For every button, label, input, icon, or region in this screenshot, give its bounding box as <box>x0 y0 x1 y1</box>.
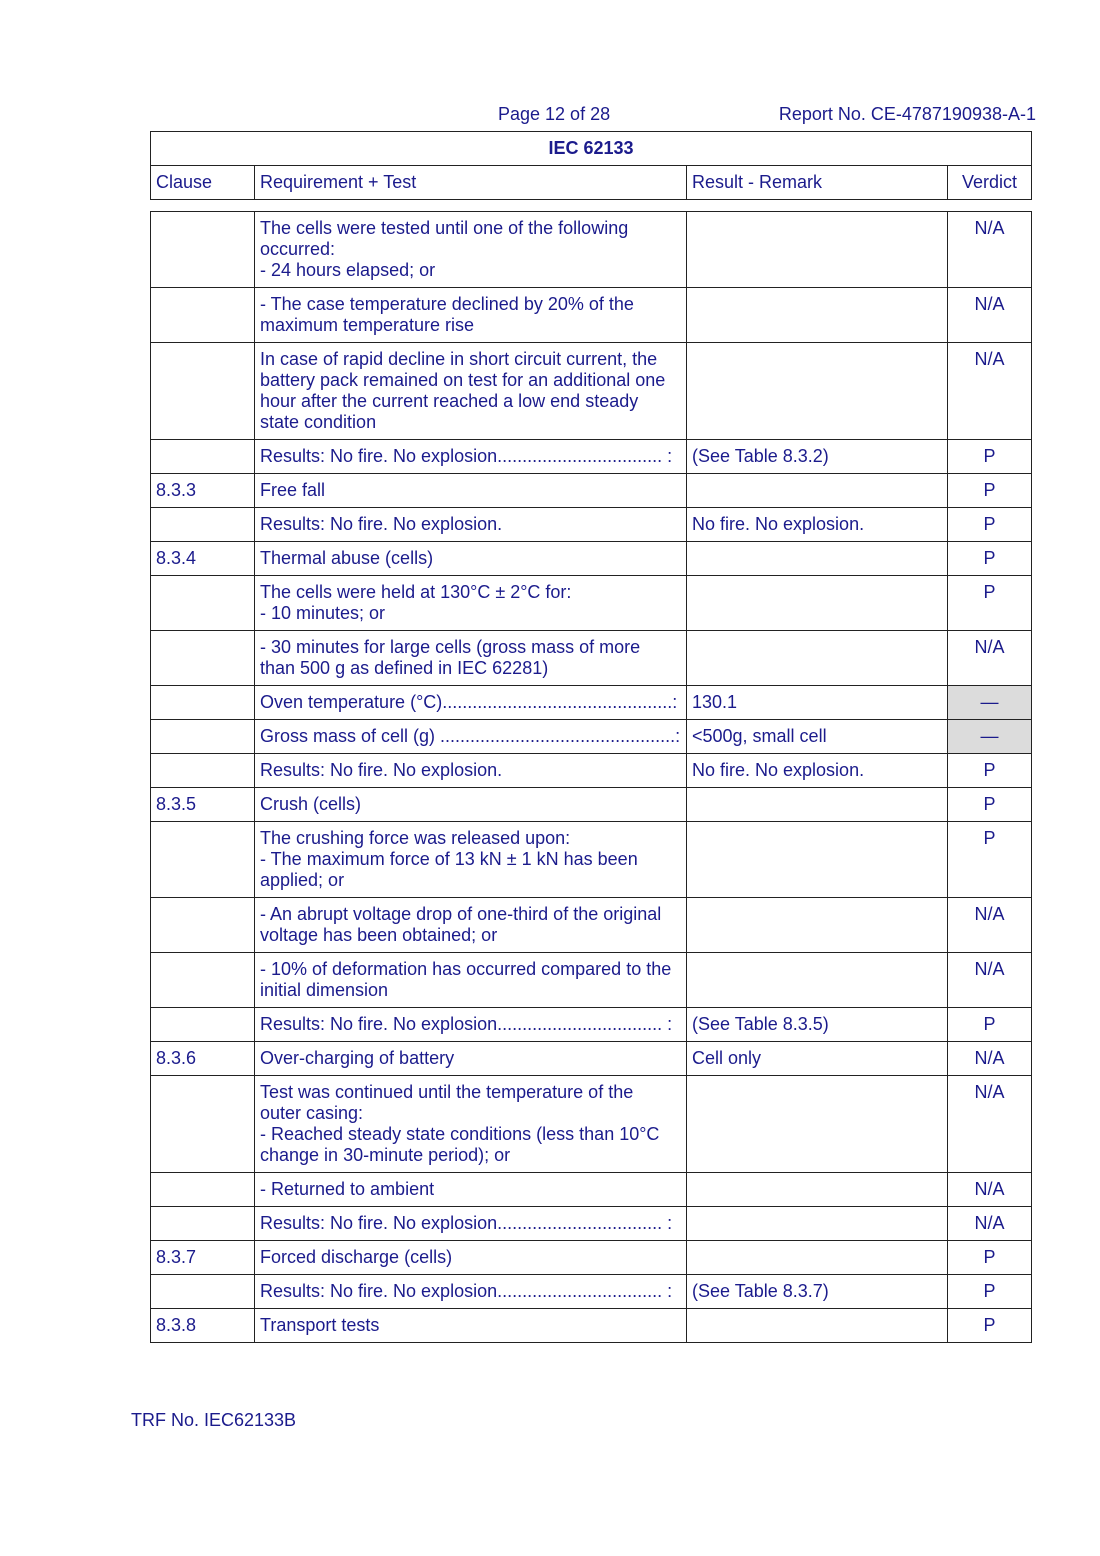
table-row <box>151 754 1032 788</box>
result-cell <box>687 474 948 508</box>
clause-cell <box>151 576 255 631</box>
verdict-cell: N/A <box>948 288 1032 343</box>
result-cell: No fire. No explosion. <box>687 754 948 788</box>
verdict-cell: — <box>948 686 1032 720</box>
table-row <box>151 1309 1032 1343</box>
page-number: Page 12 of 28 <box>498 104 611 124</box>
requirement-cell: Results: No fire. No explosion. <box>255 754 687 788</box>
requirement-cell: Crush (cells) <box>255 788 687 822</box>
report-number: Report No. CE-4787190938-A-1 <box>778 104 1036 124</box>
clause-cell: 8.3.3 <box>151 474 255 508</box>
clause-cell <box>151 508 255 542</box>
requirement-cell: Results: No fire. No explosion. <box>255 508 687 542</box>
requirement-cell: - 30 minutes for large cells (gross mass of more than 500 g as defined in IEC 62281) <box>255 631 687 686</box>
clause-cell <box>151 953 255 1008</box>
verdict-cell: N/A <box>948 1173 1032 1207</box>
verdict-cell: P <box>948 474 1032 508</box>
clause-cell <box>151 822 255 898</box>
standard-title: IEC 62133 <box>151 132 1032 166</box>
requirement-cell: - The case temperature declined by 20% of the maximum temperature rise <box>255 288 687 343</box>
requirement-cell: Transport tests <box>255 1309 687 1343</box>
table-row <box>151 1173 1032 1207</box>
verdict-cell: — <box>948 720 1032 754</box>
clause-cell <box>151 1207 255 1241</box>
column-header-result: Result - Remark <box>687 166 948 200</box>
requirements-table <box>150 211 1032 1343</box>
verdict-cell: N/A <box>948 1076 1032 1173</box>
trf-number: TRF No. IEC62133B <box>131 1410 297 1430</box>
result-cell <box>687 822 948 898</box>
requirement-cell: Forced discharge (cells) <box>255 1241 687 1275</box>
result-cell <box>687 631 948 686</box>
table-row <box>151 1207 1032 1241</box>
verdict-cell: N/A <box>948 1042 1032 1076</box>
table-row <box>151 1241 1032 1275</box>
column-header-clause: Clause <box>151 166 255 200</box>
clause-cell <box>151 898 255 953</box>
table-row <box>151 343 1032 440</box>
result-cell: (See Table 8.3.7) <box>687 1275 948 1309</box>
verdict-cell: P <box>948 1008 1032 1042</box>
verdict-cell: N/A <box>948 1207 1032 1241</box>
verdict-cell: N/A <box>948 953 1032 1008</box>
clause-cell: 8.3.7 <box>151 1241 255 1275</box>
table-row <box>151 542 1032 576</box>
result-cell <box>687 212 948 288</box>
clause-cell <box>151 686 255 720</box>
verdict-cell: N/A <box>948 631 1032 686</box>
page-header <box>0 104 1100 128</box>
requirement-cell: Results: No fire. No explosion................................. : <box>255 1207 687 1241</box>
result-cell: 130.1 <box>687 686 948 720</box>
table-row <box>151 686 1032 720</box>
requirement-cell: Over-charging of battery <box>255 1042 687 1076</box>
result-cell <box>687 898 948 953</box>
requirement-cell: Free fall <box>255 474 687 508</box>
clause-cell <box>151 631 255 686</box>
result-cell <box>687 788 948 822</box>
column-header-verdict: Verdict <box>948 166 1032 200</box>
requirement-cell: Oven temperature (°C)..............................................: <box>255 686 687 720</box>
clause-cell: 8.3.5 <box>151 788 255 822</box>
table-row <box>151 576 1032 631</box>
result-cell <box>687 1241 948 1275</box>
verdict-cell: P <box>948 542 1032 576</box>
column-header-requirement: Requirement + Test <box>255 166 687 200</box>
clause-cell <box>151 212 255 288</box>
result-cell <box>687 1173 948 1207</box>
table-row <box>151 898 1032 953</box>
clause-cell <box>151 1173 255 1207</box>
table-row <box>151 474 1032 508</box>
table-row <box>151 1275 1032 1309</box>
verdict-cell: P <box>948 576 1032 631</box>
table-row <box>151 1042 1032 1076</box>
result-cell <box>687 1076 948 1173</box>
table-row <box>151 212 1032 288</box>
result-cell: No fire. No explosion. <box>687 508 948 542</box>
result-cell <box>687 1309 948 1343</box>
result-cell <box>687 953 948 1008</box>
requirement-cell: The cells were held at 130°C ± 2°C for: - 10 minutes; or <box>255 576 687 631</box>
requirement-cell: The cells were tested until one of the following occurred: - 24 hours elapsed; or <box>255 212 687 288</box>
table-row <box>151 631 1032 686</box>
requirement-cell: - 10% of deformation has occurred compared to the initial dimension <box>255 953 687 1008</box>
clause-cell <box>151 754 255 788</box>
verdict-cell: P <box>948 822 1032 898</box>
verdict-cell: P <box>948 508 1032 542</box>
requirement-cell: Test was continued until the temperature of the outer casing: - Reached steady state conditions (less than 10°C change in 30-minute period); or <box>255 1076 687 1173</box>
clause-cell <box>151 288 255 343</box>
verdict-cell: N/A <box>948 343 1032 440</box>
table-row <box>151 508 1032 542</box>
verdict-cell: P <box>948 1241 1032 1275</box>
clause-cell <box>151 720 255 754</box>
verdict-cell: N/A <box>948 898 1032 953</box>
clause-cell: 8.3.8 <box>151 1309 255 1343</box>
clause-cell: 8.3.4 <box>151 542 255 576</box>
clause-cell <box>151 343 255 440</box>
table-row <box>151 720 1032 754</box>
result-cell: <500g, small cell <box>687 720 948 754</box>
clause-cell <box>151 440 255 474</box>
requirement-cell: Thermal abuse (cells) <box>255 542 687 576</box>
table-row <box>151 440 1032 474</box>
verdict-cell: N/A <box>948 212 1032 288</box>
verdict-cell: P <box>948 1309 1032 1343</box>
table-row <box>151 288 1032 343</box>
verdict-cell: P <box>948 1275 1032 1309</box>
clause-cell <box>151 1275 255 1309</box>
table-header <box>150 131 1032 200</box>
verdict-cell: P <box>948 440 1032 474</box>
clause-cell: 8.3.6 <box>151 1042 255 1076</box>
result-cell: (See Table 8.3.2) <box>687 440 948 474</box>
requirement-cell: - Returned to ambient <box>255 1173 687 1207</box>
requirement-cell: The crushing force was released upon: - The maximum force of 13 kN ± 1 kN has been applied; or <box>255 822 687 898</box>
table-row <box>151 953 1032 1008</box>
requirement-cell: Results: No fire. No explosion................................. : <box>255 1008 687 1042</box>
result-cell <box>687 343 948 440</box>
result-cell: Cell only <box>687 1042 948 1076</box>
verdict-cell: P <box>948 788 1032 822</box>
result-cell <box>687 542 948 576</box>
table-row <box>151 788 1032 822</box>
table-row <box>151 1076 1032 1173</box>
verdict-cell: P <box>948 754 1032 788</box>
requirement-cell: Results: No fire. No explosion................................. : <box>255 440 687 474</box>
result-cell <box>687 1207 948 1241</box>
table-row <box>151 822 1032 898</box>
clause-cell <box>151 1076 255 1173</box>
requirement-cell: Results: No fire. No explosion................................. : <box>255 1275 687 1309</box>
result-cell <box>687 288 948 343</box>
requirement-cell: Gross mass of cell (g) ...............................................: <box>255 720 687 754</box>
clause-cell <box>151 1008 255 1042</box>
table-row <box>151 1008 1032 1042</box>
requirement-cell: In case of rapid decline in short circuit current, the battery pack remained on test for an additional one hour after the current reached a low end steady state condition <box>255 343 687 440</box>
requirement-cell: - An abrupt voltage drop of one-third of the original voltage has been obtained; or <box>255 898 687 953</box>
result-cell <box>687 576 948 631</box>
result-cell: (See Table 8.3.5) <box>687 1008 948 1042</box>
